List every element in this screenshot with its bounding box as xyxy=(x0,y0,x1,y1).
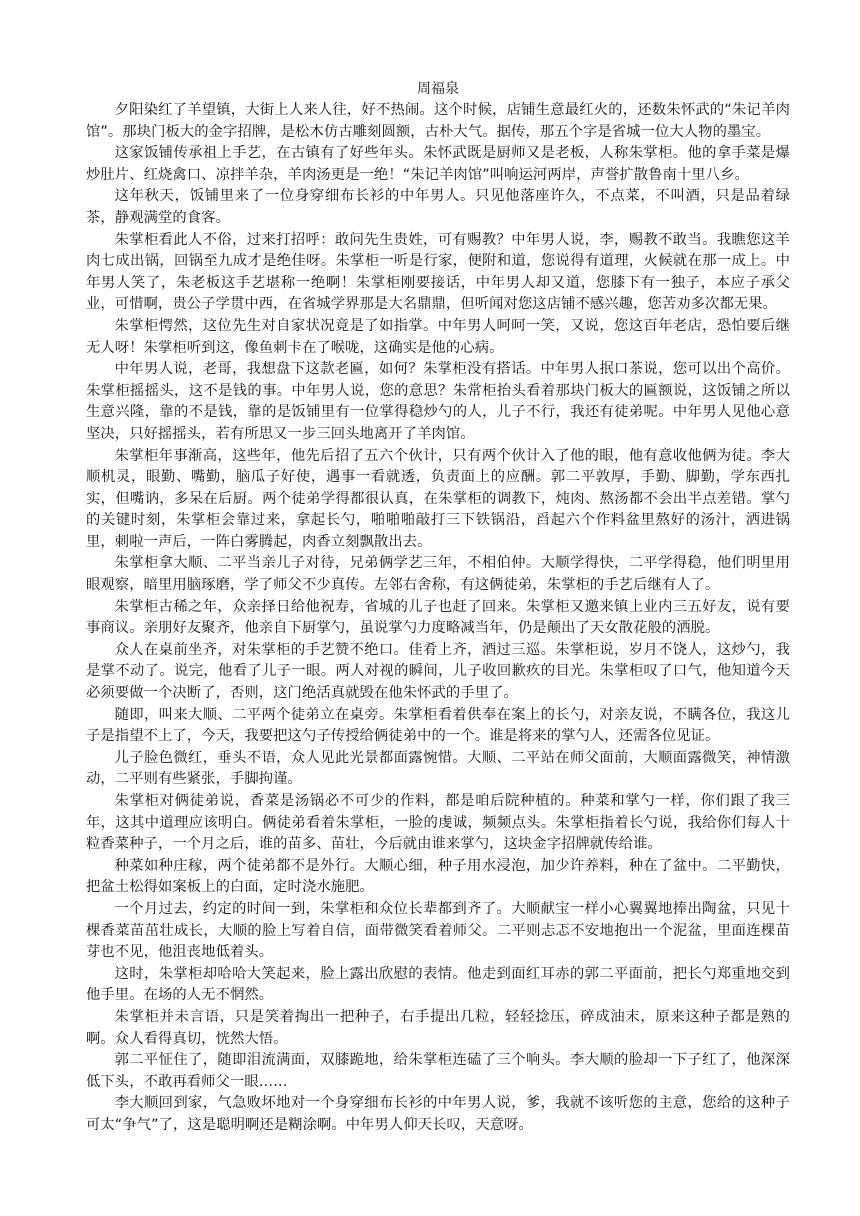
article-body xyxy=(86,100,790,1137)
paragraph: 朱掌柜并未言语，只是笑着掏出一把种子，右手提出几粒，轻轻捻压，碎成油末，原来这种子都是熟的啊。众人看得真切，恍然大悟。 xyxy=(86,1008,790,1047)
paragraph: 夕阳染红了羊望镇，大街上人来人往，好不热闹。这个时候，店铺生意最红火的，还数朱怀武的“朱记羊肉馆”。那块门板大的金字招牌，是松木仿古雕刻圆额，古朴大气。据传，那五个字是省城一位大人物的墨宝。 xyxy=(86,102,790,140)
paragraph: 随即，叫来大顺、二平两个徒弟立在桌旁。朱掌柜看着供奉在案上的长勺，对亲友说，不瞒各位，我这儿子是指望不上了，今天，我要把这勺子传授给俩徒弟中的一个。谁是将来的掌勺人，还需各位见证。 xyxy=(86,706,790,745)
paragraph: 儿子脸色微红，垂头不语，众人见此光景都面露惋惜。大顺、二平站在师父面前，大顺面露微笑，神情激动，二平则有些紧张，手脚拘谨。 xyxy=(86,749,790,788)
paragraph: 中年男人说，老哥，我想盘下这款老匾，如何？朱掌柜没有搭话。中年男人抿口茶说，您可以出个高价。朱掌柜摇摇头，这不是钱的事。中年男人说，您的意思？朱常柜抬头看着那块门板大的匾额说，这饭铺之所以生意兴隆，靠的不是钱，靠的是饭铺里有一位掌得稳炒勺的人，儿子不行，我还有徒弟呢。中年男人见他心意坚决，只好摇摇头，若有所思又一步三回头地离开了羊肉馆。 xyxy=(86,361,790,442)
paragraph: 郭二平怔住了，随即泪流满面，双膝跪地，给朱掌柜连磕了三个响头。李大顺的脸却一下子红了，他深深低下头，不敢再看师父一眼…… xyxy=(86,1052,790,1090)
paragraph: 朱掌柜拿大顺、二平当亲儿子对待，兄弟俩学艺三年，不相伯仲。大顺学得快，二平学得稳，他们明里用眼观察，暗里用脑琢磨，学了师父不少真传。左邻右舍称，有这俩徒弟，朱掌柜的手艺后继有人了。 xyxy=(86,555,790,594)
author-name: 周福泉 xyxy=(417,81,459,97)
paragraph: 朱掌柜对俩徒弟说，香菜是汤锅必不可少的作料，都是咱后院种植的。种菜和掌勺一样，你们跟了我三年，这其中道理应该明白。俩徒弟看着朱掌柜，一脸的虔诚，频频点头。朱掌柜指着长勺说，我给你们每人十粒香菜种子，一个月之后，谁的苗多、苗壮，今后就由谁来掌勺，这块金字招牌就传给谁。 xyxy=(86,793,790,853)
paragraph: 众人在桌前坐齐，对朱掌柜的手艺赞不绝口。佳肴上齐，酒过三巡。朱掌柜说，岁月不饶人，这炒勺，我是掌不动了。说完，他看了儿子一眼。两人对视的瞬间，儿子收回歉疚的目光。朱掌柜叹了口气，他知道今天必须要做一个决断了，否则，这门绝活真就毁在他朱怀武的手里了。 xyxy=(86,641,790,702)
paragraph: 李大顺回到家，气急败坏地对一个身穿细布长衫的中年男人说，爹，我就不该听您的主意，您给的这种子可太“争气”了，这是聪明啊还是糊涂啊。中年男人仰天长叹，天意呀。 xyxy=(86,1095,790,1133)
paragraph: 朱掌柜看此人不俗，过来打招呼：敢问先生贵姓，可有赐教？中年男人说，李，赐教不敢当。我瞧您这羊肉七成出锅，回锅至九成才是绝佳呀。朱掌柜一听是行家，便附和道，您说得有道理，火候就在那一成上。中年男人笑了，朱老板这手艺堪称一绝啊！朱掌柜刚要接话，中年男人却又道，您膝下有一独子，本应子承父业，可惜啊，贵公子学贯中西，在省城学界那是大名鼎鼎，但听闻对您这店铺不感兴趣，您苦劝多次都无果。 xyxy=(86,231,790,313)
paragraph: 一个月过去，约定的时间一到，朱掌柜和众位长辈都到齐了。大顺献宝一样小心翼翼地捧出陶盆，只见十棵香菜苗茁壮成长，大顺的脸上写着自信，面带微笑看着师父。二平则忐忑不安地抱出一个泥盆，里面连棵苗芽也不见，他沮丧地低着头。 xyxy=(86,900,790,961)
paragraph: 朱掌柜古稀之年，众亲择日给他祝寿，省城的儿子也赶了回来。朱掌柜又邀来镇上业内三五好友，说有要事商议。亲朋好友聚齐，他亲自下厨掌勺，虽说掌勺力度略减当年，仍是颠出了天女散花般的洒脱。 xyxy=(86,598,790,637)
paragraph: 这年秋天，饭铺里来了一位身穿细布长衫的中年男人。只见他落座许久，不点菜，不叫酒，只是品着绿茶，静观满堂的食客。 xyxy=(86,188,790,226)
paragraph: 朱掌柜愕然，这位先生对自家状况竟是了如指掌。中年男人呵呵一笑，又说，您这百年老店，恐怕要后继无人呀！朱掌柜听到这，像鱼刺卡在了喉咙，这确实是他的心病。 xyxy=(86,317,790,356)
paragraph: 种菜如种庄稼，两个徒弟都不是外行。大顺心细，种子用水浸泡，加少许养料，种在了盆中。二平勤快，把盆土松得如案板上的白面，定时浇水施肥。 xyxy=(86,857,790,896)
paragraph: 这家饭铺传承祖上手艺，在古镇有了好些年头。朱怀武既是厨师又是老板，人称朱掌柜。他的拿手菜是爆炒肚片、红烧禽口、凉拌羊杂，羊肉汤更是一绝！“朱记羊肉馆”叫响运河两岸，声誉扩散鲁南十里八乡。 xyxy=(86,145,790,183)
paragraph: 这时，朱掌柜却哈哈大笑起来，脸上露出欣慰的表情。他走到面红耳赤的郭二平面前，把长勺郑重地交到他手里。在场的人无不惘然。 xyxy=(86,965,790,1004)
paragraph: 朱掌柜年事渐高，这些年，他先后招了五六个伙计，只有两个伙计入了他的眼，他有意收他俩为徒。李大顺机灵，眼勤、嘴勤，脑瓜子好使，遇事一看就透，负责面上的应酬。郭二平敦厚，手勤、脚勤，学东西扎实，但嘴讷，多呆在后厨。两个徒弟学得都很认真，在朱掌柜的调教下，炖肉、熬汤都不会出半点差错。掌勺的关键时刻，朱掌柜会靠过来，拿起长勺，啪啪啪敲打三下铁锅沿，舀起六个作料盆里熬好的汤汁，洒进锅里，刺啦一声后，一阵白雾腾起，肉香立刻飘散出去。 xyxy=(86,447,790,550)
